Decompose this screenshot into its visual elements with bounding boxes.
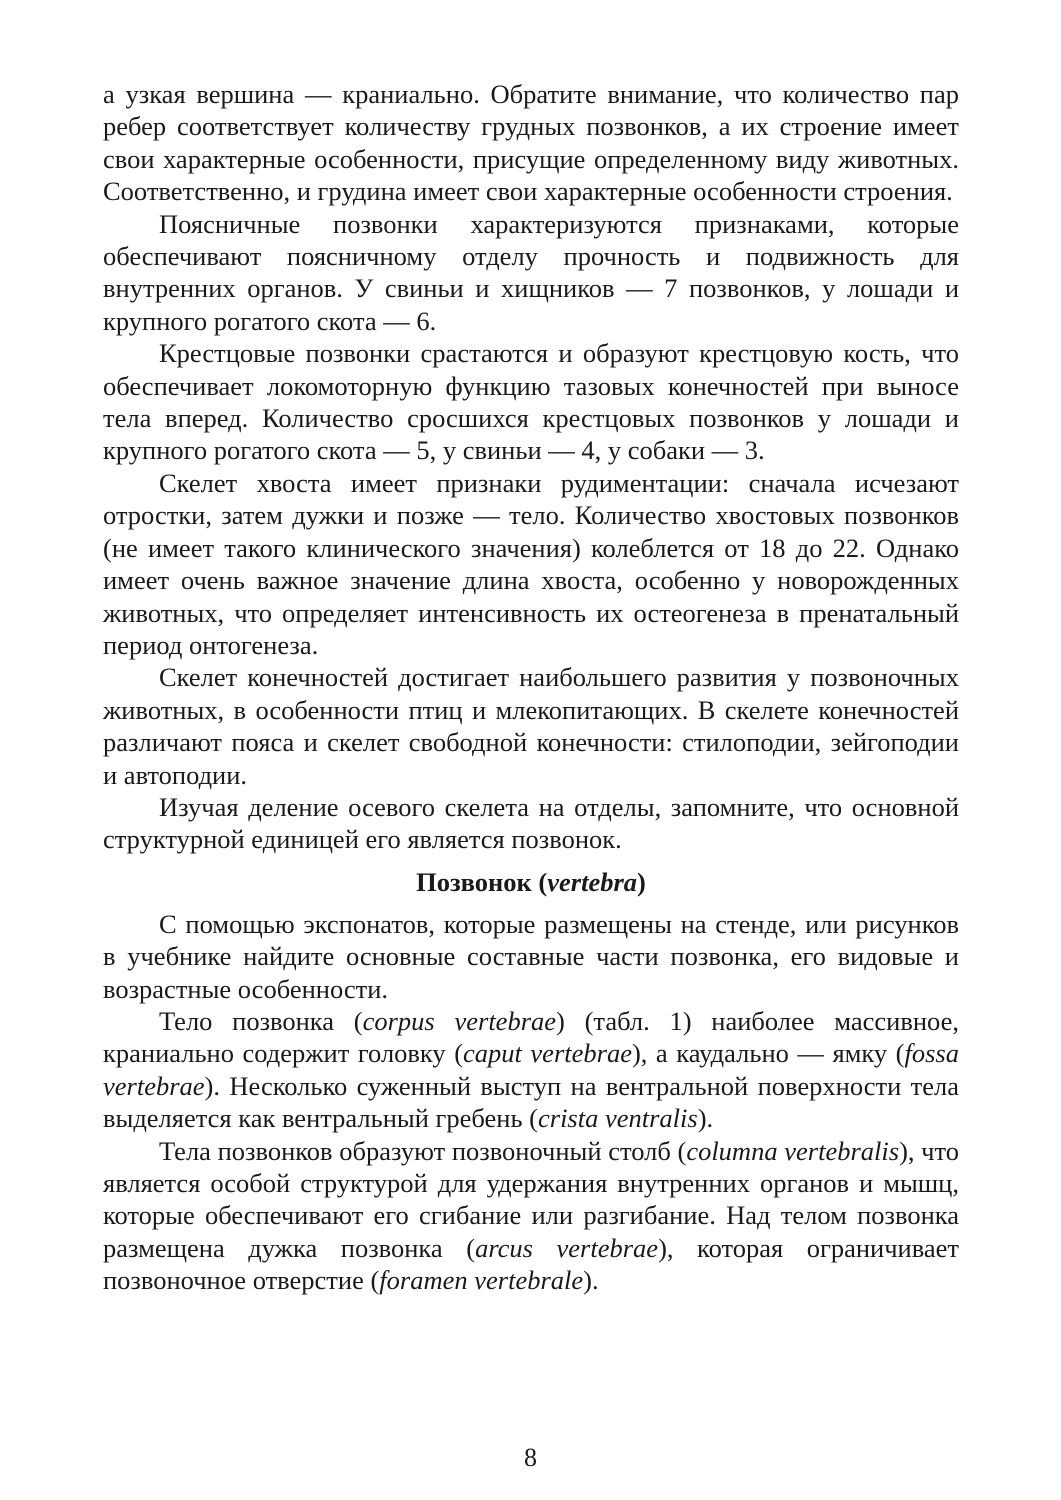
heading-latin-term: vertebra: [547, 866, 638, 897]
text-segment: Тело позвонка (: [159, 1005, 363, 1036]
text-segment: Тела позвонков образуют позвоночный столб (: [159, 1135, 687, 1166]
text-segment: ).: [583, 1265, 599, 1296]
latin-term: arcus vertebrae: [475, 1232, 659, 1263]
heading-close-paren: ): [637, 866, 646, 897]
latin-term: corpus vertebrae: [362, 1005, 557, 1036]
paragraph-tail-skeleton: Скелет хвоста имеет признаки рудиментации: сначала исчезают отростки, затем дужки и позже — тело. Количество хвостовых позвонков (не имеет такого клинического значения) колеблется от 18 до 22. Однако имеет очень важное значение длина хвоста, особенно у новорожденных животных, что определяет интенсивность их остеогенеза в пренатальный период онтогенеза.: [103, 467, 959, 660]
latin-term: caput vertebrae: [463, 1038, 632, 1069]
text-segment: ). Несколько суженный выступ на вентральной поверхности тела выделяется как вентральный гребень (: [103, 1070, 959, 1134]
text-segment: ) (табл. 1) наиболее массивное, краниально содержит головку (: [103, 1005, 959, 1069]
latin-term: fossa vertebrae: [103, 1038, 959, 1101]
text-segment: ), что является особой структурой для удержания внутренних органов и мышц, которые обеспечивают его сгибание или разгибание. Над телом позвонка размещена дужка позвонка (: [103, 1135, 959, 1263]
paragraph-vertebral-column: [103, 1135, 959, 1297]
latin-term: columna vertebralis: [686, 1135, 900, 1166]
paragraph-vertebral-body: [103, 1005, 959, 1135]
paragraph-sacral-vertebrae: Крестцовые позвонки срастаются и образуют крестцовую кость, что обеспечивает локомоторную функцию тазовых конечностей при выносе тела вперед. Количество сросшихся крестцовых позвонков у лошади и крупного рогатого скота — 5, у свиньи — 4, у собаки — 3.: [103, 338, 959, 466]
latin-term: crista ventralis: [538, 1103, 698, 1134]
paragraph-ribs-continuation: а узкая вершина — краниально. Обратите внимание, что количество пар ребер соответствует количеству грудных позвонков, а их строение имеет свои характерные особенности, присущие определенному виду животных. Соответственно, и грудина имеет свои характерные особенности строения.: [103, 79, 959, 207]
section-heading-vertebra: [103, 862, 959, 902]
paragraph-lumbar-vertebrae: Поясничные позвонки характеризуются признаками, которые обеспечивают поясничному отделу прочность и подвижность для внутренних органов. У свиньи и хищников — 7 позвонков, у лошади и крупного рогатого скота — 6.: [103, 208, 959, 336]
text-segment: ).: [697, 1103, 714, 1134]
page-number: 8: [524, 1443, 537, 1472]
heading-main-text: Позвонок (: [416, 866, 548, 897]
paragraph-axial-skeleton: Изучая деление осевого скелета на отделы, запомните, что основной структурной единицей его является позвонок.: [103, 791, 959, 855]
paragraph-exhibits: С помощью экспонатов, которые размещены на стенде, или рисунков в учебнике найдите основные составные части позвонка, его видовые и возрастные особенности.: [103, 908, 959, 1004]
paragraph-limb-skeleton: Скелет конечностей достигает наибольшего развития у позвоночных животных, в особенности птиц и млекопитающих. В скелете конечностей различают пояса и скелет свободной конечности: стилоподии, зейгоподии и автоподии.: [103, 662, 959, 790]
text-segment: ), которая ограничивает позвоночное отверстие (: [103, 1232, 959, 1296]
document-page: [103, 78, 959, 1297]
text-segment: ), а каудально — ямку (: [631, 1038, 905, 1069]
latin-term: foramen vertebrale: [379, 1265, 584, 1296]
